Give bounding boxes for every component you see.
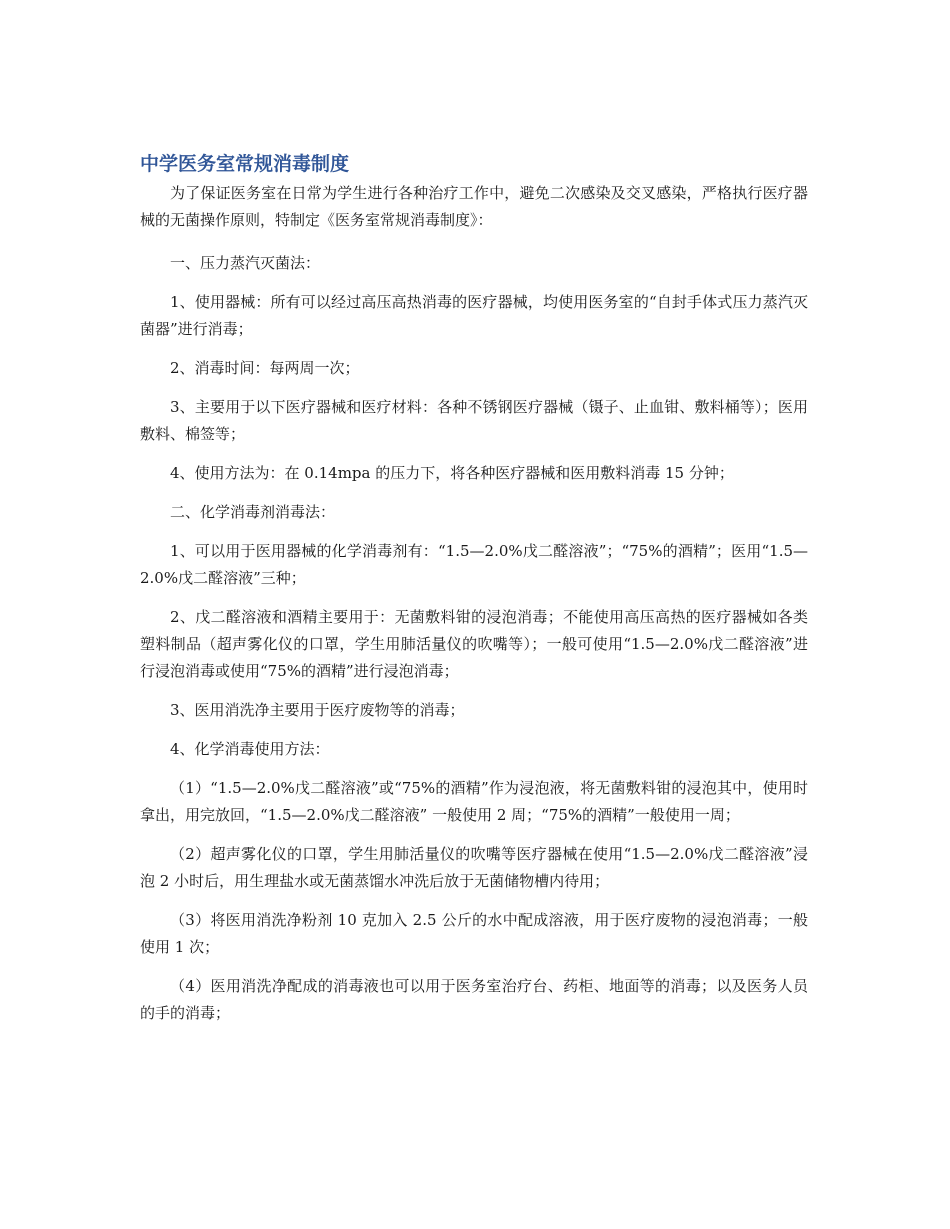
list-item: 3、医用消洗净主要用于医疗废物等的消毒； [170, 701, 465, 719]
list-item: 2、消毒时间：每两周一次； [170, 359, 360, 377]
list-item: 1、可以用于医用器械的化学消毒剂有：“1.5—2.0%戊二醛溶液”；“75%的酒精”；医用“1.5—2.0%戊二醛溶液”三种； [140, 542, 808, 587]
sub-list-item: （1）“1.5—2.0%戊二醛溶液”或“75%的酒精”作为浸泡液，将无菌敷料钳的浸泡其中，使用时拿出，用完放回，“1.5—2.0%戊二醛溶液” 一般使用 2 周；“75%的酒精”一般使用一周； [140, 779, 808, 824]
sub-list-item: （3）将医用消洗净粉剂 10 克加入 2.5 公斤的水中配成溶液，用于医疗废物的浸泡消毒；一般使用 1 次； [140, 911, 808, 956]
intro-paragraph: 为了保证医务室在日常为学生进行各种治疗工作中，避免二次感染及交叉感染，严格执行医疗器械的无菌操作原则，特制定《医务室常规消毒制度》： [140, 184, 808, 229]
sub-list-item: （4）医用消洗净配成的消毒液也可以用于医务室治疗台、药柜、地面等的消毒；以及医务人员的手的消毒； [140, 977, 808, 1022]
document-title: 中学医务室常规消毒制度 [140, 153, 350, 175]
document-page [140, 150, 808, 1039]
list-item: 1、使用器械：所有可以经过高压高热消毒的医疗器械，均使用医务室的“自封手体式压力蒸汽灭菌器”进行消毒； [140, 293, 808, 338]
list-item: 2、戊二醛溶液和酒精主要用于：无菌敷料钳的浸泡消毒；不能使用高压高热的医疗器械如各类塑料制品（超声雾化仪的口罩，学生用肺活量仪的吹嘴等）；一般可使用“1.5—2.0%戊二醛溶液”进行浸泡消毒或使用“75%的酒精”进行浸泡消毒； [140, 608, 808, 680]
section-heading-chemical: 二、化学消毒剂消毒法： [170, 503, 336, 521]
sub-list-item: （2）超声雾化仪的口罩，学生用肺活量仪的吹嘴等医疗器械在使用“1.5—2.0%戊二醛溶液”浸泡 2 小时后，用生理盐水或无菌蒸馏水冲洗后放于无菌储物槽内待用； [140, 845, 808, 890]
list-item: 3、主要用于以下医疗器械和医疗材料：各种不锈钢医疗器械（镊子、止血钳、敷料桶等）；医用敷料、棉签等； [140, 398, 808, 443]
list-item: 4、使用方法为：在 0.14mpa 的压力下，将各种医疗器械和医用敷料消毒 15 分钟； [170, 464, 734, 482]
section-heading-pressure-steam: 一、压力蒸汽灭菌法： [170, 254, 321, 272]
list-item: 4、化学消毒使用方法： [170, 740, 330, 758]
